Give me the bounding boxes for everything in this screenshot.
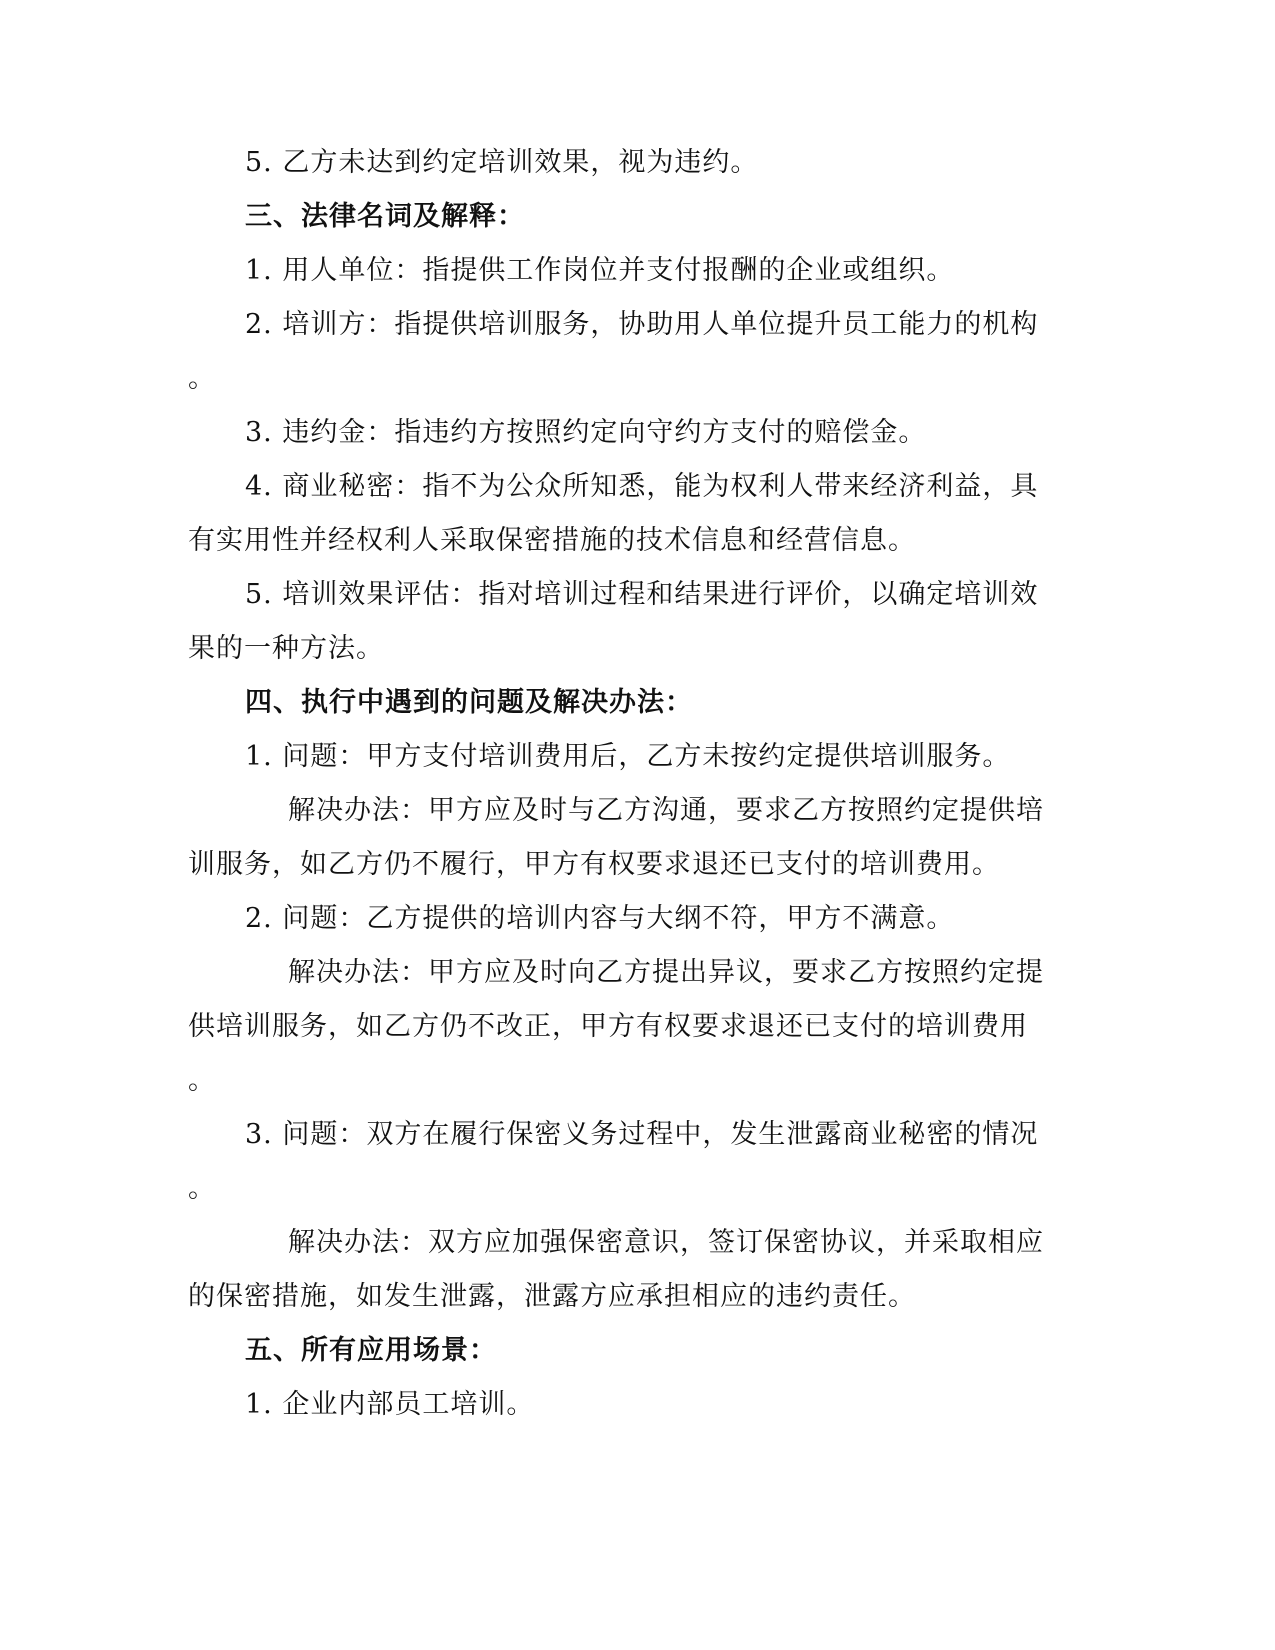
solution-line: 解决办法：甲方应及时与乙方沟通，要求乙方按照约定提供培 [288, 795, 1044, 826]
continuation-line: 。 [188, 1173, 216, 1204]
clause-item: 5. 乙方未达到约定培训效果，视为违约。 [245, 147, 759, 178]
problem-item: 3. 问题：双方在履行保密义务过程中，发生泄露商业秘密的情况 [245, 1119, 1039, 1150]
continuation-line: 供培训服务，如乙方仍不改正，甲方有权要求退还已支付的培训费用 [188, 1011, 1028, 1042]
continuation-line: 。 [188, 1065, 216, 1096]
problem-item: 1. 问题：甲方支付培训费用后，乙方未按约定提供培训服务。 [245, 741, 1011, 772]
definition-item: 5. 培训效果评估：指对培训过程和结果进行评价，以确定培训效 [245, 579, 1039, 610]
continuation-line: 的保密措施，如发生泄露，泄露方应承担相应的违约责任。 [188, 1281, 916, 1312]
definition-item: 1. 用人单位：指提供工作岗位并支付报酬的企业或组织。 [245, 255, 955, 286]
section-heading: 五、所有应用场景： [245, 1335, 497, 1366]
scenario-item: 1. 企业内部员工培训。 [245, 1389, 535, 1420]
definition-item: 2. 培训方：指提供培训服务，协助用人单位提升员工能力的机构 [245, 309, 1039, 340]
continuation-line: 训服务，如乙方仍不履行，甲方有权要求退还已支付的培训费用。 [188, 849, 1000, 880]
section-heading: 四、执行中遇到的问题及解决办法： [245, 687, 693, 718]
continuation-line: 有实用性并经权利人采取保密措施的技术信息和经营信息。 [188, 525, 916, 556]
continuation-line: 果的一种方法。 [188, 633, 384, 664]
solution-line: 解决办法：甲方应及时向乙方提出异议，要求乙方按照约定提 [288, 957, 1044, 988]
continuation-line: 。 [188, 363, 216, 394]
definition-item: 3. 违约金：指违约方按照约定向守约方支付的赔偿金。 [245, 417, 927, 448]
problem-item: 2. 问题：乙方提供的培训内容与大纲不符，甲方不满意。 [245, 903, 955, 934]
section-heading: 三、法律名词及解释： [245, 201, 525, 232]
solution-line: 解决办法：双方应加强保密意识，签订保密协议，并采取相应 [288, 1227, 1044, 1258]
definition-item: 4. 商业秘密：指不为公众所知悉，能为权利人带来经济利益，具 [245, 471, 1039, 502]
